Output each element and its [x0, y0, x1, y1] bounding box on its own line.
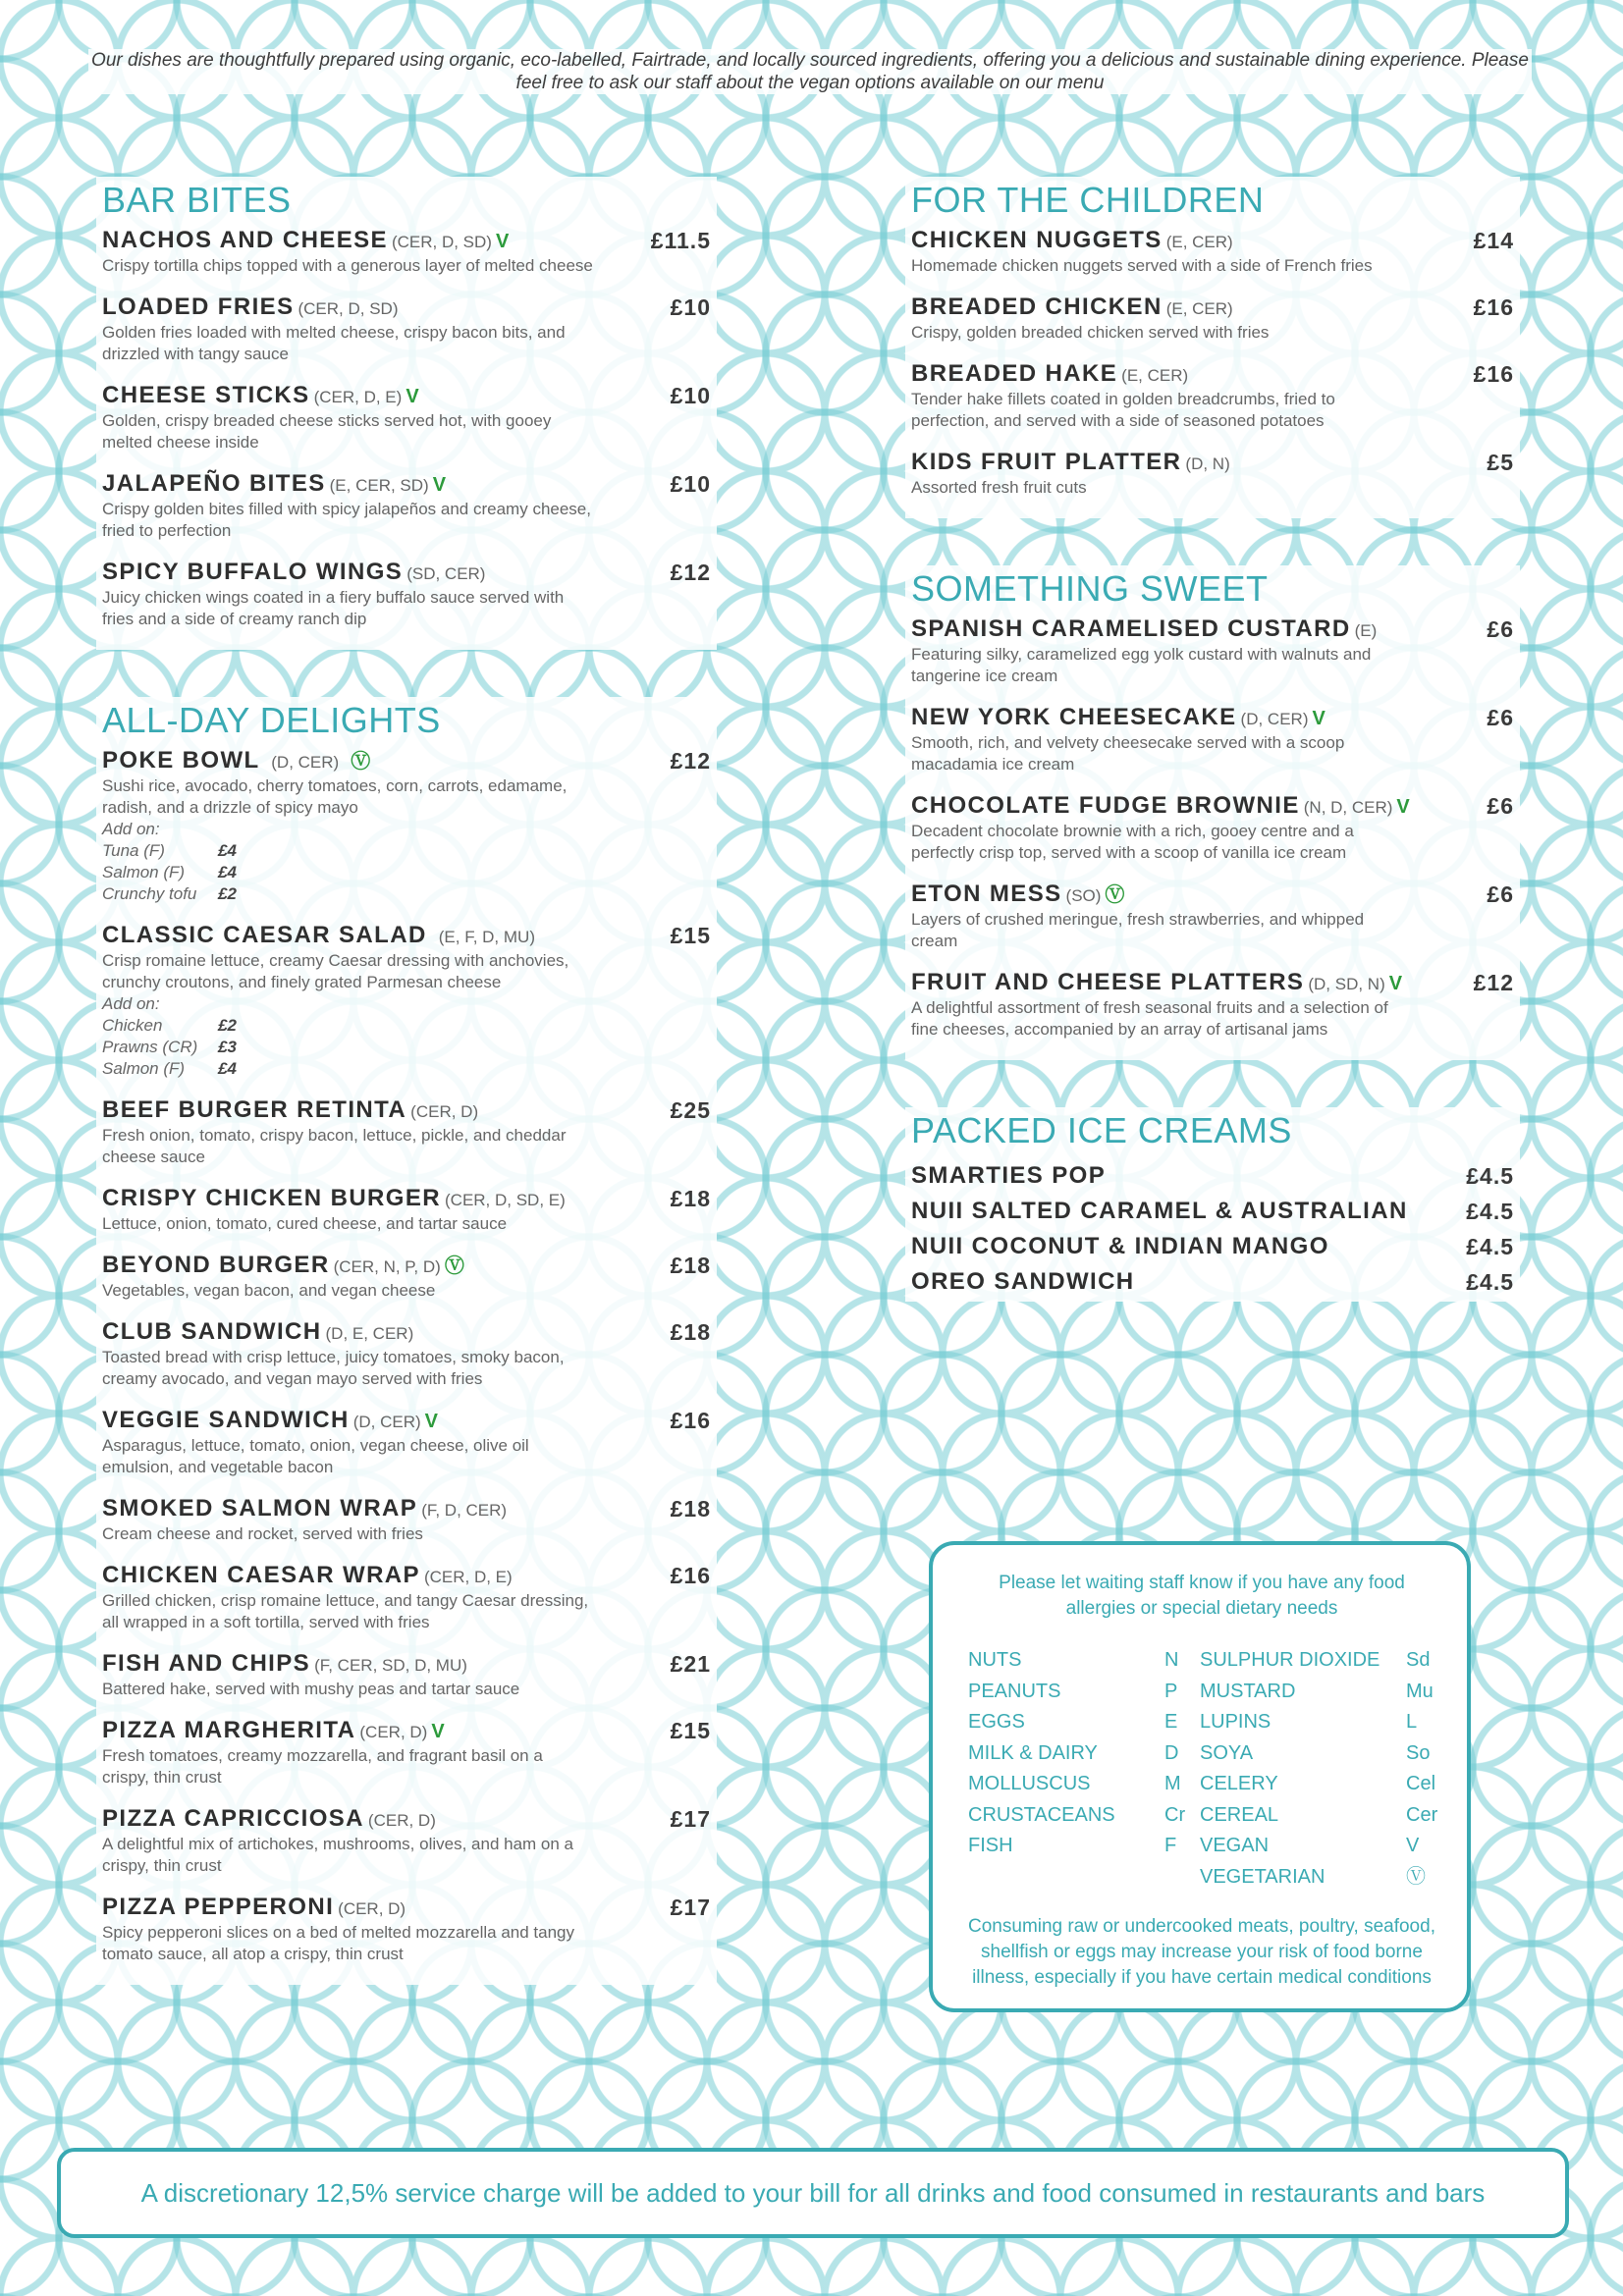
service-charge-box [57, 2148, 1569, 2238]
item-allergens: (D, CER) [352, 1413, 421, 1431]
menu-item [102, 1253, 711, 1302]
item-name: PIZZA MARGHERITA [102, 1717, 356, 1743]
item-price: £5 [1487, 450, 1514, 475]
section-title-sweet: SOMETHING SWEET [911, 568, 1269, 609]
menu-item [102, 471, 711, 542]
legend-row [968, 1769, 1194, 1800]
item-price: £10 [670, 383, 711, 408]
section-sweet [905, 565, 1520, 1060]
item-name: ETON MESS [911, 881, 1062, 907]
item-name: CHICKEN CAESAR WRAP [102, 1562, 420, 1588]
item-description: Asparagus, lettuce, tomato, onion, vegan cheese, olive oil emulsion, and vegetable bacon [102, 1436, 529, 1476]
legend-row [968, 1707, 1194, 1738]
menu-item [102, 1408, 711, 1478]
item-name: LOADED FRIES [102, 294, 295, 320]
item-description: Fresh tomatoes, creamy mozzarella, and fragrant basil on a crispy, thin crust [102, 1746, 543, 1787]
menu-item [911, 361, 1514, 432]
legend-row [1200, 1769, 1435, 1800]
menu-item [911, 970, 1514, 1041]
menu-item [102, 1319, 711, 1390]
item-allergens: (E, F, D, MU) [438, 928, 535, 946]
allergen-code: Ⓥ [1406, 1865, 1426, 1888]
vegan-icon: V [406, 386, 419, 407]
menu-item [911, 450, 1514, 499]
section-all-day [96, 697, 717, 1985]
item-allergens: (CER, D) [410, 1102, 479, 1121]
allergen-legend [968, 1645, 1438, 1893]
addon-price: £4 [218, 863, 237, 881]
item-allergens: (CER, D) [367, 1811, 436, 1830]
menu-item [102, 1186, 711, 1235]
item-description: Tender hake fillets coated in golden breadcrumbs, fried to perfection, and served with a side of seasoned potatoes [911, 390, 1335, 430]
item-name: CHEESE STICKS [102, 382, 310, 408]
allergen-code: D [1164, 1741, 1179, 1764]
section-title-all-day: ALL-DAY DELIGHTS [102, 700, 441, 740]
item-price: £6 [1487, 616, 1514, 642]
item-price: £21 [670, 1651, 711, 1677]
item-allergens: (SD, CER) [406, 564, 486, 583]
item-description: Decadent chocolate brownie with a rich, gooey centre and a perfectly crisp top, served with a scoop of vanilla ice cream [911, 822, 1354, 862]
allergen-code: Cel [1406, 1773, 1436, 1794]
allergen-name: MOLLUSCUS [968, 1773, 1091, 1794]
item-description: Fresh onion, tomato, crispy bacon, lettuce, pickle, and cheddar cheese sauce [102, 1126, 567, 1166]
ice-cream-item [911, 1194, 1514, 1229]
legend-row [1200, 1862, 1435, 1894]
item-allergens: (E) [1354, 621, 1378, 640]
item-name: KIDS FRUIT PLATTER [911, 449, 1182, 475]
menu-item [911, 228, 1514, 277]
allergen-name: VEGAN [1200, 1835, 1270, 1856]
item-price: £16 [670, 1563, 711, 1588]
menu-item [911, 793, 1514, 864]
item-description: Toasted bread with crisp lettuce, juicy tomatoes, smoky bacon, creamy avocado, and vegan mayo served with fries [102, 1348, 565, 1388]
menu-item [102, 560, 711, 630]
section-title-bar-bites: BAR BITES [102, 180, 292, 220]
item-name: PIZZA CAPRICCIOSA [102, 1805, 364, 1832]
item-price: £10 [670, 294, 711, 320]
allergen-name: VEGETARIAN [1200, 1865, 1325, 1888]
menu-item [102, 1563, 711, 1633]
menu-item [102, 748, 711, 905]
item-allergens: (CER, D, SD) [391, 233, 492, 251]
item-name: NUII COCONUT & INDIAN MANGO [911, 1233, 1329, 1259]
allergen-name: MILK & DAIRY [968, 1741, 1098, 1764]
item-price: £18 [670, 1319, 711, 1345]
item-description: Juicy chicken wings coated in a fiery buffalo sauce served with fries and a side of creamy ranch dip [102, 588, 565, 628]
addon-price: £2 [218, 884, 237, 903]
legend-row [968, 1645, 1194, 1677]
section-ice-creams [905, 1107, 1520, 1302]
allergen-code: Mu [1406, 1680, 1434, 1702]
menu-item [102, 383, 711, 454]
addon-name: Tuna (F) [102, 841, 165, 860]
ice-cream-item [911, 1264, 1514, 1300]
legend-row [1200, 1677, 1435, 1708]
item-allergens: (E, CER) [1121, 366, 1189, 385]
item-description: Crispy golden bites filled with spicy jalapeños and creamy cheese, fried to perfection [102, 500, 591, 540]
right-column [911, 177, 1520, 1302]
service-charge-text: A discretionary 12,5% service charge will be added to your bill for all drinks and food consumed in restaurants and bars [140, 2177, 1486, 2208]
item-name: NUII SALTED CARAMEL & AUSTRALIAN [911, 1198, 1408, 1224]
item-description: Crispy tortilla chips topped with a generous layer of melted cheese [102, 256, 593, 275]
legend-row [1200, 1707, 1435, 1738]
item-description: Battered hake, served with mushy peas and tartar sauce [102, 1680, 520, 1698]
item-description: Featuring silky, caramelized egg yolk custard with walnuts and tangerine ice cream [911, 645, 1372, 685]
vegan-icon: V [495, 231, 510, 252]
sweet-list [911, 616, 1514, 1041]
item-price: £16 [670, 1408, 711, 1433]
item-price: £12 [1473, 970, 1514, 995]
item-allergens: (CER, D, SD, E) [445, 1191, 566, 1209]
item-name: BREADED CHICKEN [911, 294, 1163, 320]
intro-text: Our dishes are thoughtfully prepared using organic, eco-labelled, Fairtrade, and locally sourced ingredients, offering you a delicious and sustainable dining experience. Please feel free to ask our staff about the vegan options available on our menu [88, 49, 1532, 94]
allergen-name: SOYA [1200, 1741, 1254, 1764]
allergen-code: N [1164, 1649, 1179, 1671]
item-price: £10 [670, 471, 711, 497]
vegan-icon: V [1388, 973, 1403, 994]
item-allergens: (F, D, CER) [421, 1501, 508, 1520]
item-price: £17 [670, 1895, 711, 1920]
menu-item [911, 705, 1514, 775]
item-description: Smooth, rich, and velvety cheesecake served with a scoop macadamia ice cream [911, 733, 1345, 774]
item-description: Spicy pepperoni slices on a bed of melted mozzarella and tangy tomato sauce, all atop a crispy, thin crust [102, 1923, 575, 1963]
item-name: NACHOS AND CHEESE [102, 227, 388, 253]
allergen-name: EGGS [968, 1711, 1025, 1733]
item-allergens: (D, N) [1185, 454, 1230, 473]
item-price: £18 [670, 1253, 711, 1278]
item-allergens: (CER, N, P, D) [333, 1257, 441, 1276]
vegan-icon: V [424, 1411, 438, 1432]
left-column [102, 177, 717, 1985]
item-description: Crispy, golden breaded chicken served with fries [911, 323, 1270, 342]
allergen-code: F [1164, 1835, 1177, 1856]
item-allergens: (CER, D, E) [423, 1568, 513, 1586]
item-description: Sushi rice, avocado, cherry tomatoes, corn, carrots, edamame, radish, and a drizzle of spicy mayo [102, 776, 568, 817]
addon-name: Salmon (F) [102, 863, 186, 881]
item-name: BEEF BURGER RETINTA [102, 1096, 407, 1123]
item-description: Assorted fresh fruit cuts [911, 478, 1087, 497]
vegan-icon: V [1396, 796, 1410, 818]
item-price: £25 [670, 1097, 711, 1123]
item-name: FRUIT AND CHEESE PLATTERS [911, 969, 1305, 995]
allergen-code: Sd [1406, 1649, 1431, 1671]
allergen-name: PEANUTS [968, 1680, 1061, 1702]
legend-row [968, 1831, 1194, 1862]
item-name: VEGGIE SANDWICH [102, 1407, 350, 1433]
addon-price: £4 [218, 1059, 237, 1078]
allergen-name: CELERY [1200, 1773, 1278, 1794]
item-description: Golden, crispy breaded cheese sticks served hot, with gooey melted cheese inside [102, 411, 552, 452]
item-allergens: (E, CER) [1165, 233, 1233, 251]
item-price: £11.5 [650, 228, 711, 253]
item-allergens: (D, SD, N) [1308, 975, 1385, 993]
item-allergens: (E, CER) [1165, 299, 1233, 318]
allergy-intro: Please let waiting staff know if you have any food allergies or special dietary needs [999, 1573, 1405, 1619]
item-allergens: (D, CER) [271, 753, 340, 772]
legend-row [1200, 1738, 1435, 1770]
item-description: Grilled chicken, crisp romaine lettuce, and tangy Caesar dressing, all wrapped in a soft tortilla, served with fries [102, 1591, 589, 1631]
legend-row [1200, 1645, 1435, 1677]
item-description: Homemade chicken nuggets served with a side of French fries [911, 256, 1373, 275]
allergen-code: V [1406, 1835, 1420, 1856]
children-list [911, 228, 1514, 499]
item-allergens: (CER, D) [359, 1723, 428, 1741]
item-description: Layers of crushed meringue, fresh strawberries, and whipped cream [911, 910, 1365, 950]
item-price: £14 [1473, 228, 1514, 253]
addon-price: £4 [218, 841, 237, 860]
item-name: CLASSIC CAESAR SALAD [102, 922, 427, 948]
menu-item [102, 294, 711, 365]
item-name: SPICY BUFFALO WINGS [102, 559, 404, 585]
allergen-code: So [1406, 1741, 1431, 1764]
allergen-name: FISH [968, 1835, 1013, 1856]
section-title-ice-creams: PACKED ICE CREAMS [911, 1110, 1292, 1150]
legend-row [1200, 1831, 1435, 1862]
item-description: Cream cheese and rocket, served with fries [102, 1524, 423, 1543]
menu-item [911, 616, 1514, 687]
item-name: BEYOND BURGER [102, 1252, 330, 1278]
menu-item [102, 228, 711, 277]
addon-name: Crunchy tofu [102, 884, 197, 903]
item-name: CHOCOLATE FUDGE BROWNIE [911, 792, 1300, 819]
menu-item [102, 1097, 711, 1168]
addon-price: £3 [218, 1038, 237, 1056]
item-price: £4.5 [1466, 1163, 1514, 1189]
item-allergens: (CER, D, SD) [298, 299, 399, 318]
item-price: £6 [1487, 881, 1514, 907]
item-description: A delightful mix of artichokes, mushrooms, olives, and ham on a crispy, thin crust [102, 1835, 574, 1875]
legend-row [968, 1677, 1194, 1708]
item-allergens: (N, D, CER) [1303, 798, 1393, 817]
item-name: OREO SANDWICH [911, 1268, 1135, 1295]
item-name: NEW YORK CHEESECAKE [911, 704, 1237, 730]
addon-name: Chicken [102, 1016, 163, 1035]
item-price: £12 [670, 560, 711, 585]
ice-cream-item [911, 1158, 1514, 1194]
item-allergens: (E, CER, SD) [329, 476, 429, 495]
legend-column-right [1200, 1645, 1438, 1893]
menu-item [102, 1651, 711, 1700]
item-price: £4.5 [1466, 1269, 1514, 1295]
addon-name: Prawns (CR) [102, 1038, 198, 1056]
allergen-name: NUTS [968, 1649, 1022, 1671]
allergen-name: CEREAL [1200, 1803, 1279, 1826]
item-description: Vegetables, vegan bacon, and vegan cheese [102, 1281, 436, 1300]
item-name: SPANISH CARAMELISED CUSTARD [911, 615, 1351, 642]
vegan-icon: V [431, 1721, 445, 1742]
item-description: A delightful assortment of fresh seasonal fruits and a selection of fine cheeses, accompanied by an array of artisanal jams [911, 998, 1388, 1039]
legend-row [1200, 1800, 1438, 1832]
allergy-info-box [929, 1541, 1471, 2012]
allergen-code: P [1164, 1680, 1178, 1702]
section-title-children: FOR THE CHILDREN [911, 180, 1265, 220]
menu-item [911, 881, 1514, 952]
item-allergens: (CER, D) [338, 1899, 406, 1918]
bar-bites-list [102, 228, 711, 630]
vegan-icon: V [1312, 708, 1325, 729]
item-name: FISH AND CHIPS [102, 1650, 311, 1677]
item-price: £6 [1487, 793, 1514, 819]
item-price: £18 [670, 1186, 711, 1211]
allergen-name: LUPINS [1200, 1711, 1271, 1733]
item-name: JALAPEÑO BITES [102, 470, 326, 497]
section-bar-bites [96, 177, 717, 650]
section-children [905, 177, 1520, 518]
item-price: £12 [670, 748, 711, 774]
item-price: £18 [670, 1496, 711, 1522]
allergen-name: CRUSTACEANS [968, 1803, 1115, 1826]
vegetarian-icon: Ⓥ [444, 1255, 464, 1277]
item-name: CRISPY CHICKEN BURGER [102, 1185, 441, 1211]
item-name: SMARTIES POP [911, 1162, 1107, 1189]
menu-item [102, 1895, 711, 1965]
ice-cream-item [911, 1229, 1514, 1264]
item-name: POKE BOWL [102, 747, 260, 774]
item-price: £17 [670, 1806, 711, 1832]
item-name: PIZZA PEPPERONI [102, 1894, 335, 1920]
addon-name: Salmon (F) [102, 1059, 186, 1078]
item-allergens: (D, CER) [1240, 710, 1309, 728]
allergen-code: L [1406, 1711, 1418, 1733]
item-description: Crisp romaine lettuce, creamy Caesar dressing with anchovies, crunchy croutons, and finely grated Parmesan cheese [102, 951, 569, 991]
menu-item [911, 294, 1514, 344]
addon-title: Add on: [102, 994, 160, 1013]
legend-row [968, 1800, 1194, 1832]
item-description: Golden fries loaded with melted cheese, crispy bacon bits, and drizzled with tangy sauce [102, 323, 566, 363]
allergen-code: M [1164, 1773, 1181, 1794]
ice-cream-list [911, 1158, 1514, 1300]
menu-item [102, 923, 711, 1080]
allergen-code: Cr [1164, 1803, 1186, 1826]
menu-item [102, 1496, 711, 1545]
vegetarian-icon: Ⓥ [351, 751, 371, 773]
menu-item [102, 1806, 711, 1877]
item-price: £16 [1473, 294, 1514, 320]
item-allergens: (SO) [1065, 886, 1102, 905]
menu-item [102, 1718, 711, 1789]
allergen-code: Cer [1406, 1803, 1438, 1826]
allergen-code: E [1164, 1711, 1178, 1733]
addon-price: £2 [218, 1016, 237, 1035]
item-price: £6 [1487, 705, 1514, 730]
item-price: £15 [670, 1718, 711, 1743]
addon-title: Add on: [102, 820, 160, 838]
allergen-name: SULPHUR DIOXIDE [1200, 1649, 1380, 1671]
item-name: BREADED HAKE [911, 360, 1118, 387]
item-allergens: (F, CER, SD, D, MU) [314, 1656, 467, 1675]
item-allergens: (D, E, CER) [325, 1324, 414, 1343]
item-name: SMOKED SALMON WRAP [102, 1495, 418, 1522]
allergen-name: MUSTARD [1200, 1680, 1296, 1702]
item-allergens: (CER, D, E) [313, 388, 403, 406]
item-name: CHICKEN NUGGETS [911, 227, 1163, 253]
item-price: £16 [1473, 361, 1514, 387]
item-price: £15 [670, 923, 711, 948]
item-name: CLUB SANDWICH [102, 1318, 322, 1345]
legend-column-left [968, 1645, 1194, 1893]
vegan-icon: V [432, 474, 447, 496]
item-price: £4.5 [1466, 1199, 1514, 1224]
item-price: £4.5 [1466, 1234, 1514, 1259]
vegetarian-icon: Ⓥ [1105, 884, 1125, 906]
all-day-list [102, 1097, 711, 1965]
legend-row [968, 1738, 1194, 1770]
item-description: Lettuce, onion, tomato, cured cheese, and tartar sauce [102, 1214, 508, 1233]
allergy-warning: Consuming raw or undercooked meats, poultry, seafood, shellfish or eggs may increase your risk of food borne illness, especially if you have certain medical conditions [968, 1916, 1435, 1988]
